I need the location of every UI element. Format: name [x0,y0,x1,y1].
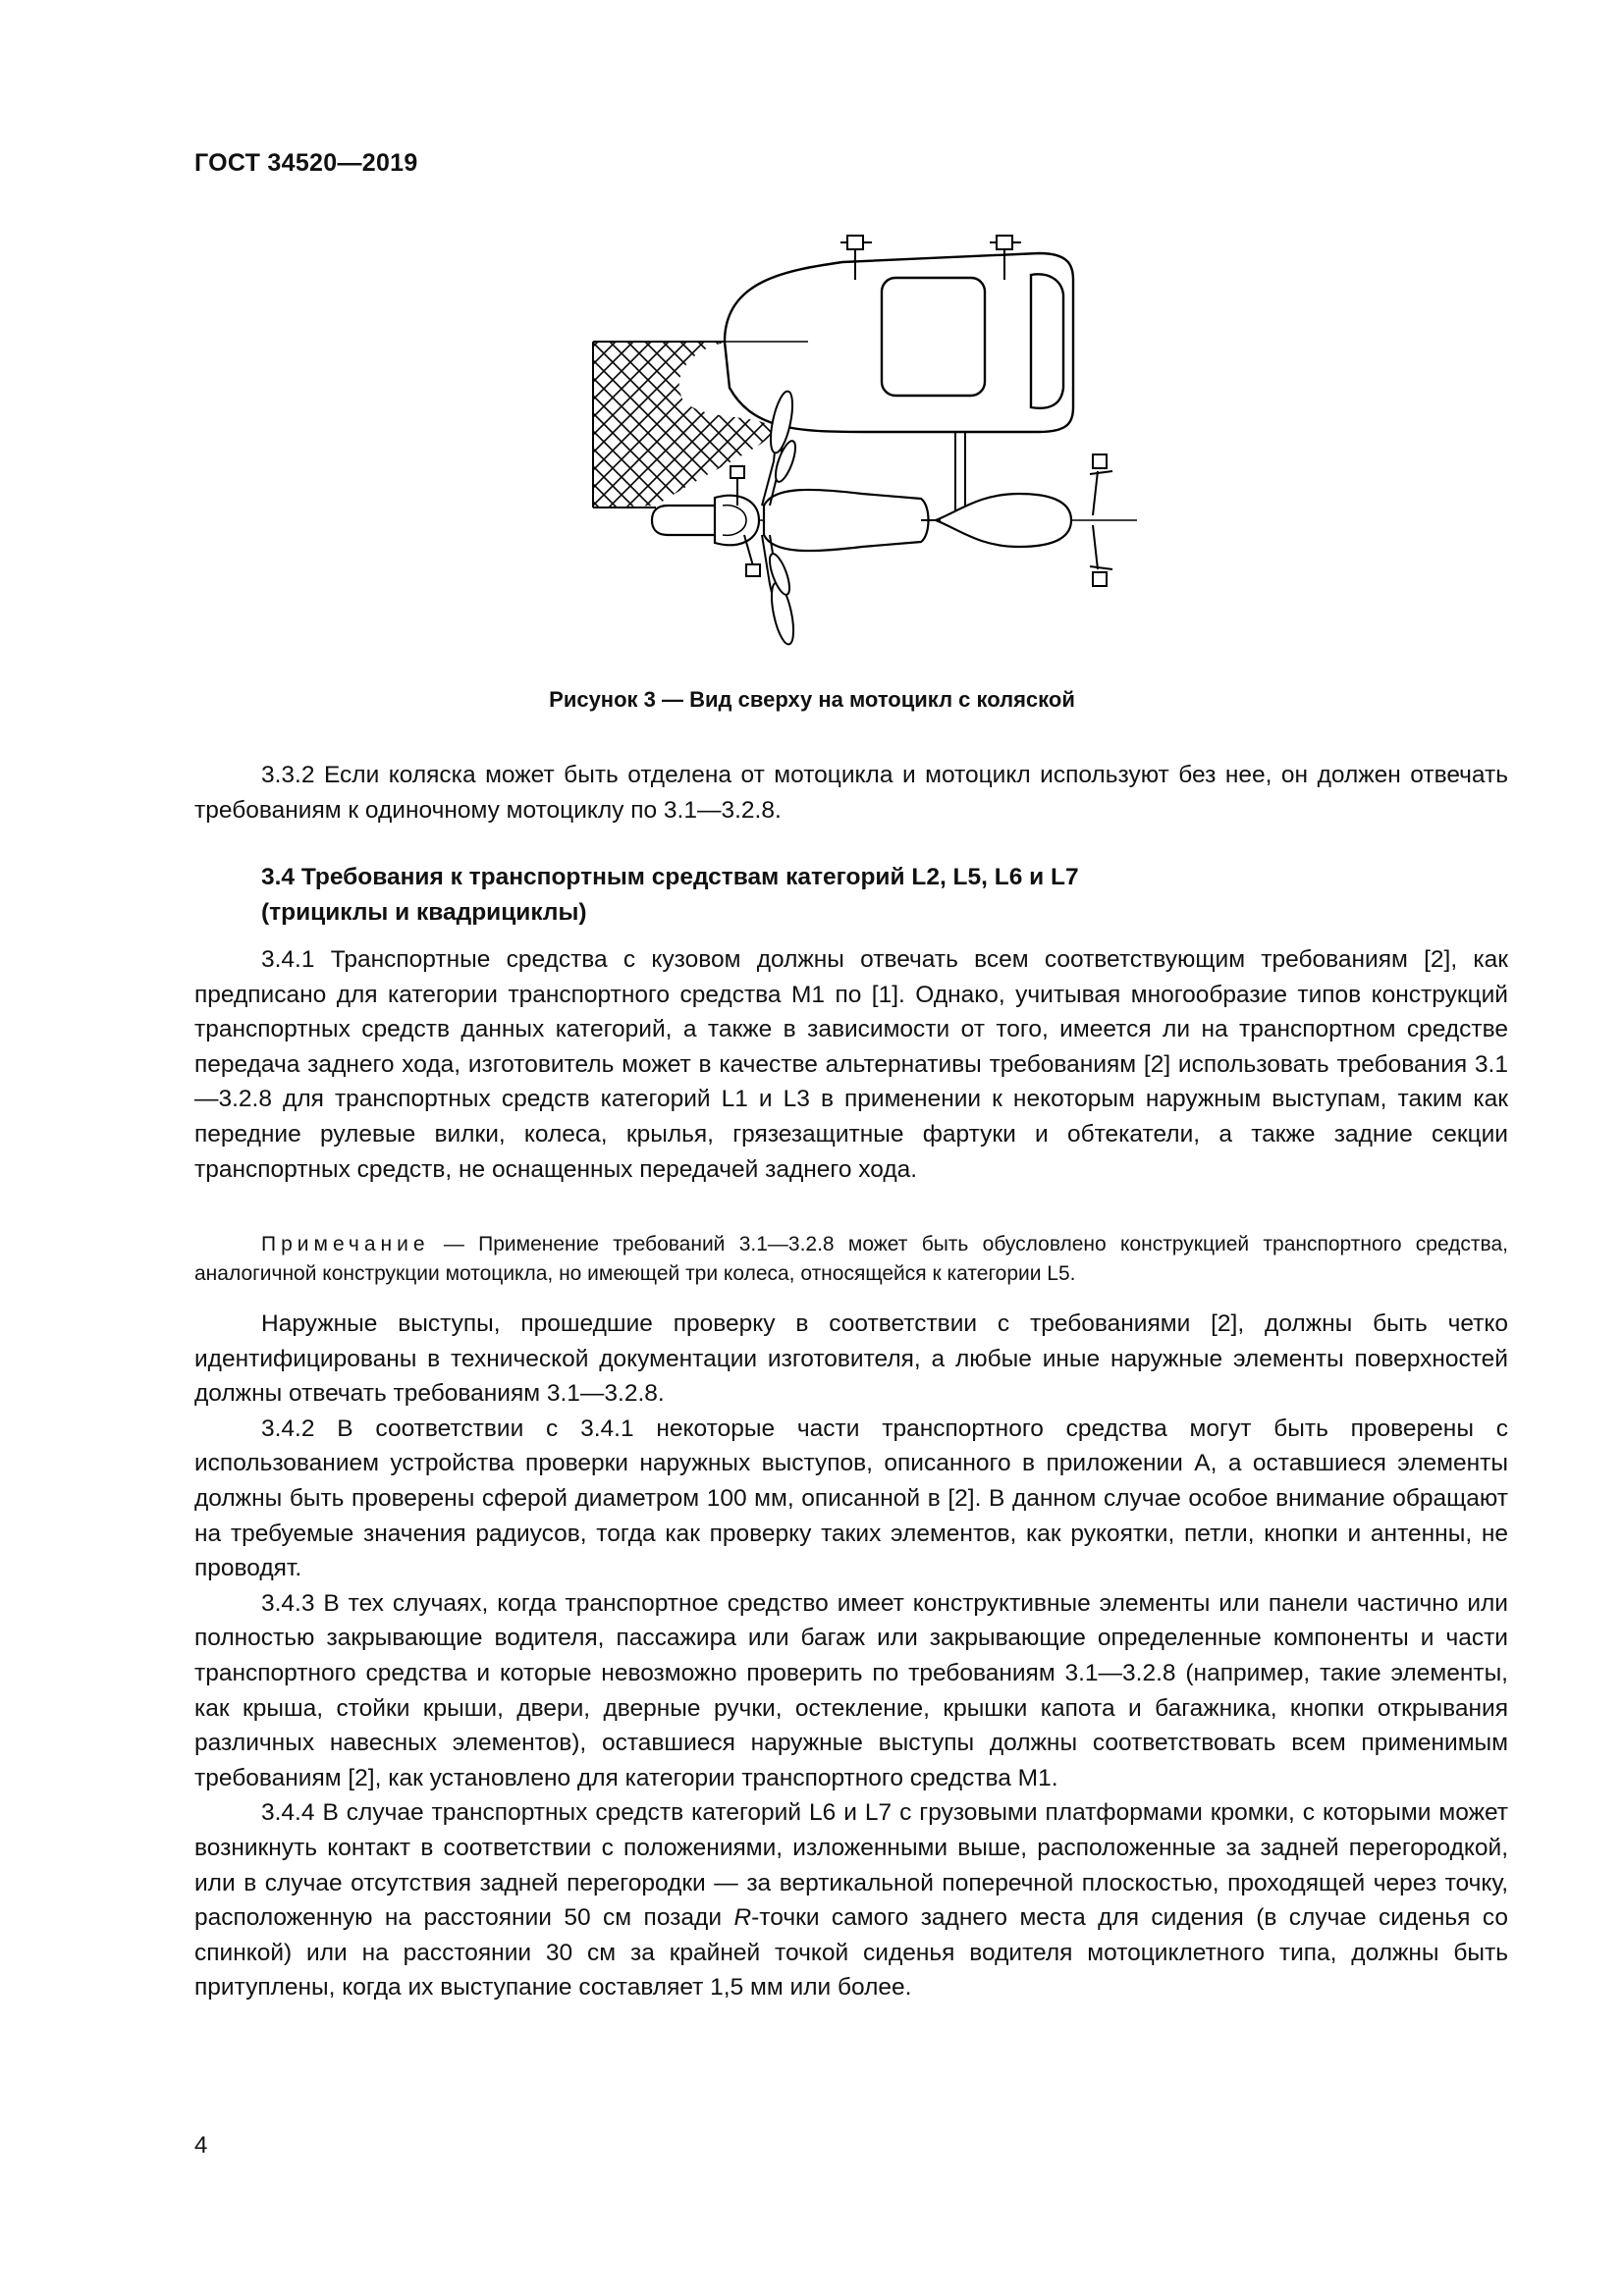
fuel-tank [764,490,929,551]
page-number: 4 [194,2132,208,2159]
paragraph-outer-projections: Наружные выступы, прошедшие проверку в соответствии с требованиями [2], должны быть четко идентифицированы в технической документации изготовителя, а любые иные наружные элементы поверхностей должны отвечать требованиям 3.1—3.2.8. [194,1310,1508,1408]
paragraph-3-4-2: 3.4.2 В соответствии с 3.4.1 некоторые части транспортного средства могут быть проверены с использованием устройства проверки наружных выступов, описанного в приложении А, а оставшиеся элементы должны быть проверены сферой диаметром 100 мм, описанной в [2]. В данном случае особое внимание обращают на требуемые значения радиусов, тогда как проверку таких элементов, как рукоятки, петли, кнопки и антенны, не проводят. [194,1415,1508,1582]
document-header: ГОСТ 34520—2019 [194,149,418,177]
note [194,1230,1508,1289]
paragraph-3-3-2: 3.3.2 Если коляска может быть отделена от мотоцикла и мотоцикл используют без нее, он должен отвечать требованиям к одиночному мотоциклу по 3.1—3.2.8. [194,762,1508,824]
body-text-continued [194,1307,1508,2005]
figure-caption: Рисунок 3 — Вид сверху на мотоцикл с коляской [549,687,1075,712]
motorcycle-sidecar-figure [577,221,1137,653]
front-lever-bottom [744,535,760,576]
section-heading-3-4: 3.4 Требования к транспортным средствам категорий L2, L5, L6 и L7 (трициклы и квадрициклы) [261,864,1079,926]
rear-peg-top [1090,454,1112,515]
paragraph-3-4-4: 3.4.4 В случае транспортных средств категорий L6 и L7 с грузовыми платформами кромки, с которыми может возникнуть контакт в соответствии с положениями, изложенными выше, расположенные за задней перегородкой, или в случае отсутствия задней перегородки — за вертикальной поперечной плоскостью, проходящей через точку, расположенную на расстоянии 50 см позади R-точки самого заднего места для сидения (в случае сиденья со спинкой) или на расстоянии 30 см за крайней точкой сиденья водителя мотоциклетного типа, должны быть притуплены, когда их выступание составляет 1,5 мм или более. [194,1799,1508,2002]
rear-peg-bottom [1090,525,1112,586]
note-text: — Применение требований 3.1—3.2.8 может быть обусловлено конструкцией транспортного средства, аналогичной конструкции мотоцикла, но имеющей три колеса, относящейся к категории L5. [194,1233,1508,1285]
paragraph-3-4-3: 3.4.3 В тех случаях, когда транспортное средство имеет конструктивные элементы или панели частично или полностью закрывающие водителя, пассажира или багаж или закрывающие определенные компоненты и части транспортного средства и которые невозможно проверить по требованиям 3.1—3.2.8 (например, такие элементы, как крыша, стойки крыши, двери, дверные ручки, остекление, крышки капота и багажника, кнопки открывания различных навесных элементов), оставшиеся наружные выступы должны соответствовать всем применимым требованиям [2], как установлено для категории транспортного средства М1. [194,1589,1508,1791]
paragraph-3-4-1: 3.4.1 Транспортные средства с кузовом должны отвечать всем соответствующим требованиям [2], как предписано для категории транспортного средства М1 по [1]. Однако, учитывая многообразие типов конструкций транспортных средств данных категорий, а также в зависимости от того, имеется ли на транспортном средстве передача заднего хода, изготовитель может в качестве альтернативы требованиям [2] использовать требования 3.1—3.2.8 для транспортных средств категорий L1 и L3 в применении к некоторым наружным выступам, таким как передние рулевые вилки, колеса, крылья, грязезащитные фартуки и обтекатели, а также задние секции транспортных средств, не оснащенных передачей заднего хода. [194,946,1508,1183]
note-label: Примечание [261,1233,430,1255]
